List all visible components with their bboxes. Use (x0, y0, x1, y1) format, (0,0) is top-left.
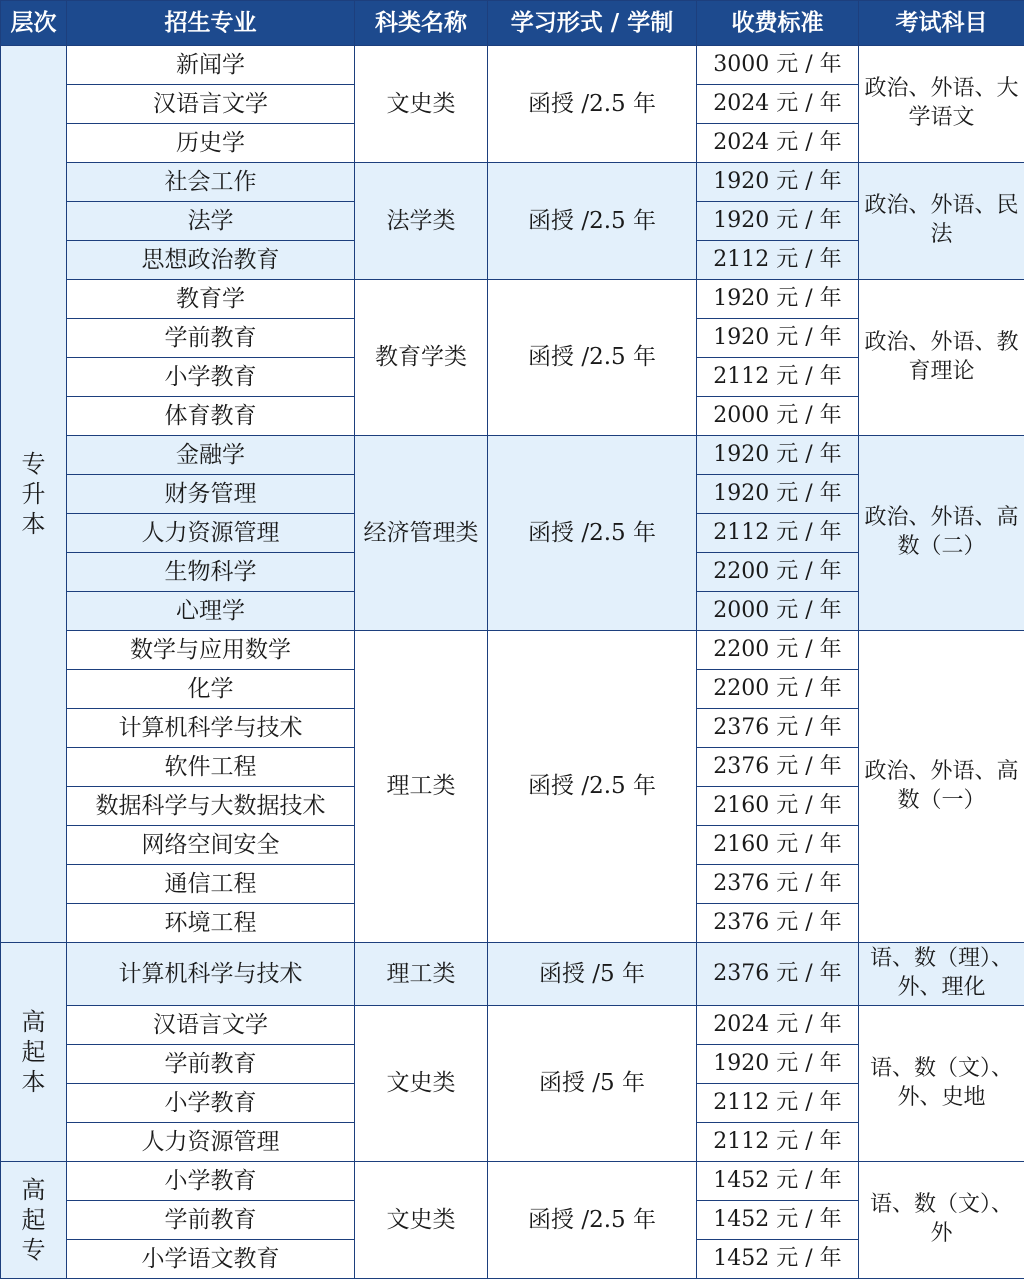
major-cell: 法学 (67, 202, 355, 241)
major-cell: 网络空间安全 (67, 826, 355, 865)
fee-cell: 2200 元 / 年 (697, 553, 859, 592)
major-cell: 生物科学 (67, 553, 355, 592)
header-exam-subjects: 考试科目 (859, 1, 1024, 46)
fee-cell: 2200 元 / 年 (697, 631, 859, 670)
fee-cell: 2376 元 / 年 (697, 865, 859, 904)
major-cell: 金融学 (67, 436, 355, 475)
exam-subjects-cell: 政治、外语、教育理论 (859, 280, 1024, 436)
level-char: 升 (21, 480, 46, 508)
level-cell (1, 1162, 67, 1279)
fee-cell: 2112 元 / 年 (697, 241, 859, 280)
major-cell: 学前教育 (67, 319, 355, 358)
fee-cell: 1920 元 / 年 (697, 1045, 859, 1084)
major-cell: 新闻学 (67, 46, 355, 85)
major-cell: 心理学 (67, 592, 355, 631)
major-cell: 学前教育 (67, 1201, 355, 1240)
level-char: 本 (21, 510, 46, 538)
major-cell: 体育教育 (67, 397, 355, 436)
fee-cell: 2024 元 / 年 (697, 85, 859, 124)
header-row (1, 1, 1024, 46)
study-form-cell: 函授 /5 年 (488, 1006, 697, 1162)
exam-subjects-cell: 政治、外语、大学语文 (859, 46, 1024, 163)
header-fee: 收费标准 (697, 1, 859, 46)
category-cell: 法学类 (355, 163, 488, 280)
study-form-cell: 函授 /5 年 (488, 943, 697, 1006)
study-form-cell: 函授 /2.5 年 (488, 1162, 697, 1279)
category-cell: 经济管理类 (355, 436, 488, 631)
major-cell: 软件工程 (67, 748, 355, 787)
major-cell: 通信工程 (67, 865, 355, 904)
fee-cell: 2112 元 / 年 (697, 514, 859, 553)
major-cell: 小学语文教育 (67, 1240, 355, 1279)
exam-subjects-cell: 语、数（理）、外、理化 (859, 943, 1024, 1006)
table-row (1, 631, 1024, 670)
exam-subjects-cell: 政治、外语、民法 (859, 163, 1024, 280)
table-row (1, 1162, 1024, 1201)
major-cell: 社会工作 (67, 163, 355, 202)
category-cell: 理工类 (355, 631, 488, 943)
header-study-form: 学习形式 / 学制 (488, 1, 697, 46)
fee-cell: 1920 元 / 年 (697, 319, 859, 358)
level-char: 高 (21, 1176, 46, 1204)
fee-cell: 1920 元 / 年 (697, 202, 859, 241)
major-cell: 小学教育 (67, 1084, 355, 1123)
major-cell: 化学 (67, 670, 355, 709)
fee-cell: 2112 元 / 年 (697, 358, 859, 397)
level-char: 起 (21, 1206, 46, 1234)
table-row (1, 1006, 1024, 1045)
major-cell: 学前教育 (67, 1045, 355, 1084)
major-cell: 计算机科学与技术 (67, 709, 355, 748)
major-cell: 计算机科学与技术 (67, 943, 355, 1006)
table-row (1, 163, 1024, 202)
major-cell: 思想政治教育 (67, 241, 355, 280)
study-form-cell: 函授 /2.5 年 (488, 631, 697, 943)
level-char: 高 (21, 1008, 46, 1036)
fee-cell: 1920 元 / 年 (697, 436, 859, 475)
fee-cell: 1452 元 / 年 (697, 1240, 859, 1279)
fee-cell: 2112 元 / 年 (697, 1123, 859, 1162)
level-char: 起 (21, 1038, 46, 1066)
fee-cell: 2024 元 / 年 (697, 1006, 859, 1045)
header-major: 招生专业 (67, 1, 355, 46)
fee-cell: 2024 元 / 年 (697, 124, 859, 163)
header-level: 层次 (1, 1, 67, 46)
fee-cell: 2000 元 / 年 (697, 592, 859, 631)
fee-cell: 2376 元 / 年 (697, 709, 859, 748)
table-body (1, 46, 1024, 1279)
major-cell: 数学与应用数学 (67, 631, 355, 670)
study-form-cell: 函授 /2.5 年 (488, 163, 697, 280)
category-cell: 教育学类 (355, 280, 488, 436)
table-row (1, 436, 1024, 475)
major-cell: 人力资源管理 (67, 1123, 355, 1162)
fee-cell: 2160 元 / 年 (697, 787, 859, 826)
table-row (1, 280, 1024, 319)
study-form-cell: 函授 /2.5 年 (488, 46, 697, 163)
fee-cell: 2000 元 / 年 (697, 397, 859, 436)
fee-cell: 3000 元 / 年 (697, 46, 859, 85)
major-cell: 历史学 (67, 124, 355, 163)
fee-cell: 1920 元 / 年 (697, 475, 859, 514)
major-cell: 人力资源管理 (67, 514, 355, 553)
fee-cell: 2376 元 / 年 (697, 943, 859, 1006)
category-cell: 文史类 (355, 1162, 488, 1279)
fee-cell: 1452 元 / 年 (697, 1201, 859, 1240)
category-cell: 理工类 (355, 943, 488, 1006)
fee-cell: 1452 元 / 年 (697, 1162, 859, 1201)
major-cell: 数据科学与大数据技术 (67, 787, 355, 826)
level-char: 专 (21, 1236, 46, 1264)
study-form-cell: 函授 /2.5 年 (488, 436, 697, 631)
fee-cell: 2112 元 / 年 (697, 1084, 859, 1123)
major-cell: 环境工程 (67, 904, 355, 943)
level-cell (1, 46, 67, 943)
major-cell: 汉语言文学 (67, 85, 355, 124)
major-cell: 小学教育 (67, 358, 355, 397)
major-cell: 财务管理 (67, 475, 355, 514)
study-form-cell: 函授 /2.5 年 (488, 280, 697, 436)
level-cell (1, 943, 67, 1162)
fee-cell: 2376 元 / 年 (697, 904, 859, 943)
exam-subjects-cell: 语、数（文）、外、史地 (859, 1006, 1024, 1162)
table-row (1, 943, 1024, 1006)
category-cell: 文史类 (355, 46, 488, 163)
fee-cell: 2160 元 / 年 (697, 826, 859, 865)
fee-cell: 2200 元 / 年 (697, 670, 859, 709)
fee-cell: 2376 元 / 年 (697, 748, 859, 787)
fee-cell: 1920 元 / 年 (697, 280, 859, 319)
header-category: 科类名称 (355, 1, 488, 46)
exam-subjects-cell: 政治、外语、高数（二） (859, 436, 1024, 631)
level-char: 本 (21, 1068, 46, 1096)
category-cell: 文史类 (355, 1006, 488, 1162)
major-cell: 汉语言文学 (67, 1006, 355, 1045)
exam-subjects-cell: 语、数（文）、外 (859, 1162, 1024, 1279)
level-char: 专 (21, 450, 46, 478)
table-row (1, 46, 1024, 85)
major-cell: 教育学 (67, 280, 355, 319)
fee-cell: 1920 元 / 年 (697, 163, 859, 202)
exam-subjects-cell: 政治、外语、高数（一） (859, 631, 1024, 943)
major-cell: 小学教育 (67, 1162, 355, 1201)
